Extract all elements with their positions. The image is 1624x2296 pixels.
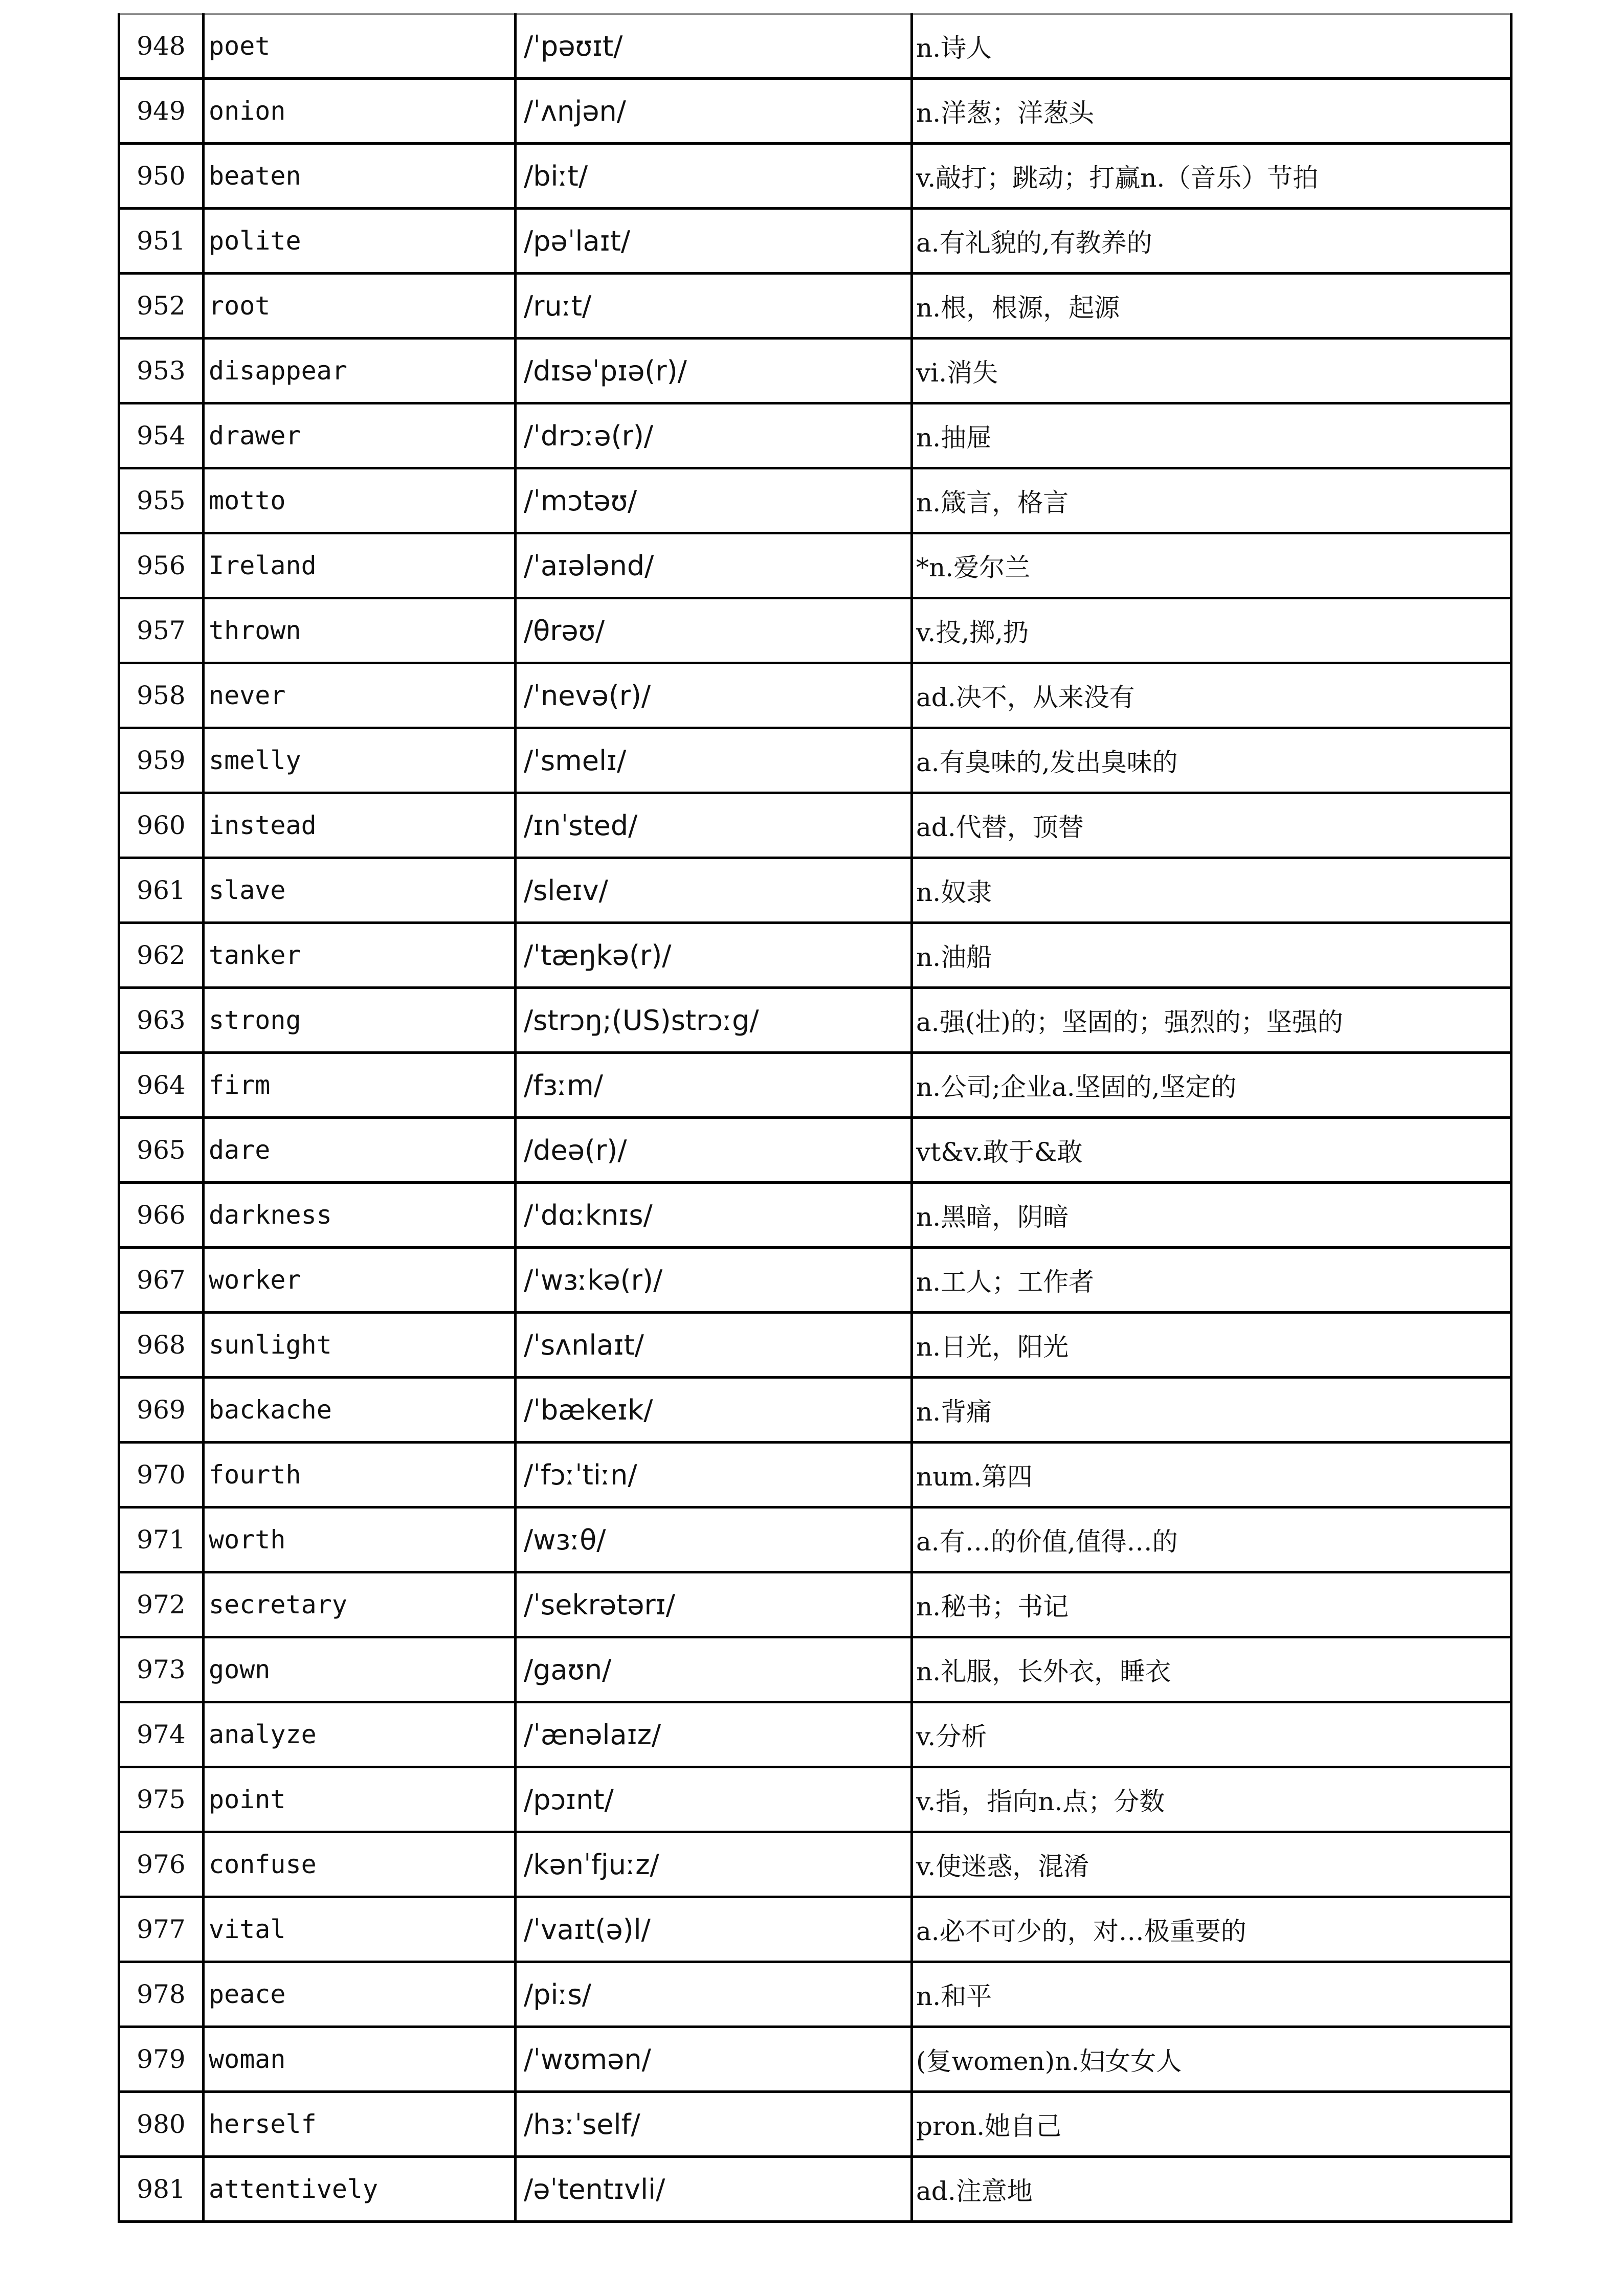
table-row [119,209,1511,274]
entry-number: 975 [119,1767,204,1832]
table-row [119,468,1511,533]
entry-phonetic: /ˈwʊmən/ [516,2027,912,2092]
entry-meaning: n.奴隶 [912,858,1511,923]
entry-phonetic: /biːt/ [516,144,912,209]
entry-phonetic: /ˈbækeɪk/ [516,1378,912,1443]
entry-word: backache [204,1378,516,1443]
entry-number: 951 [119,209,204,274]
entry-number: 954 [119,403,204,468]
vocabulary-table [118,13,1512,2223]
table-row [119,1378,1511,1443]
entry-number: 968 [119,1313,204,1378]
entry-meaning: a.强(壮)的；坚固的；强烈的；坚强的 [912,988,1511,1053]
entry-number: 979 [119,2027,204,2092]
entry-word: darkness [204,1183,516,1248]
table-row [119,1897,1511,1962]
table-row [119,274,1511,339]
entry-number: 952 [119,274,204,339]
entry-word: slave [204,858,516,923]
entry-number: 970 [119,1443,204,1507]
entry-number: 969 [119,1378,204,1443]
entry-meaning: v.指，指向n.点；分数 [912,1767,1511,1832]
entry-word: poet [204,14,516,79]
entry-number: 953 [119,339,204,403]
table-row [119,1637,1511,1702]
entry-word: Ireland [204,533,516,598]
entry-phonetic: /fɜːm/ [516,1053,912,1118]
entry-word: worker [204,1248,516,1313]
entry-meaning: *n.爱尔兰 [912,533,1511,598]
entry-word: onion [204,79,516,144]
table-row [119,728,1511,793]
entry-meaning: n.公司;企业a.坚固的,坚定的 [912,1053,1511,1118]
entry-phonetic: /ruːt/ [516,274,912,339]
entry-meaning: n.油船 [912,923,1511,988]
entry-phonetic: /sleɪv/ [516,858,912,923]
entry-word: smelly [204,728,516,793]
table-row [119,1053,1511,1118]
entry-word: drawer [204,403,516,468]
table-row [119,1572,1511,1637]
entry-number: 966 [119,1183,204,1248]
entry-phonetic: /ˈwɜːkə(r)/ [516,1248,912,1313]
entry-phonetic: /gaʊn/ [516,1637,912,1702]
entry-phonetic: /ˈvaɪt(ə)l/ [516,1897,912,1962]
entry-word: worth [204,1507,516,1572]
table-row [119,923,1511,988]
entry-word: firm [204,1053,516,1118]
entry-word: point [204,1767,516,1832]
entry-phonetic: /ɪnˈsted/ [516,793,912,858]
entry-meaning: a.必不可少的，对…极重要的 [912,1897,1511,1962]
entry-phonetic: /ˈaɪələnd/ [516,533,912,598]
entry-word: woman [204,2027,516,2092]
entry-phonetic: /wɜːθ/ [516,1507,912,1572]
entry-word: gown [204,1637,516,1702]
entry-meaning: a.有礼貌的,有教养的 [912,209,1511,274]
table-row [119,1702,1511,1767]
entry-phonetic: /hɜːˈself/ [516,2092,912,2157]
table-row [119,1767,1511,1832]
entry-word: polite [204,209,516,274]
table-row [119,144,1511,209]
entry-word: fourth [204,1443,516,1507]
entry-phonetic: /θrəʊ/ [516,598,912,663]
entry-number: 978 [119,1962,204,2027]
entry-word: peace [204,1962,516,2027]
table-row [119,1507,1511,1572]
entry-word: never [204,663,516,728]
entry-phonetic: /pɔɪnt/ [516,1767,912,1832]
entry-word: root [204,274,516,339]
entry-number: 976 [119,1832,204,1897]
entry-phonetic: /ˈtæŋkə(r)/ [516,923,912,988]
entry-meaning: a.有…的价值,值得…的 [912,1507,1511,1572]
entry-number: 955 [119,468,204,533]
table-row [119,1313,1511,1378]
entry-word: confuse [204,1832,516,1897]
entry-meaning: a.有臭味的,发出臭味的 [912,728,1511,793]
table-row [119,663,1511,728]
entry-phonetic: /ˈdɑːknɪs/ [516,1183,912,1248]
entry-phonetic: /ˈsʌnlaɪt/ [516,1313,912,1378]
entry-meaning: v.分析 [912,1702,1511,1767]
table-row [119,2092,1511,2157]
table-row [119,403,1511,468]
entry-number: 974 [119,1702,204,1767]
entry-word: secretary [204,1572,516,1637]
entry-number: 957 [119,598,204,663]
entry-meaning: ad.决不，从来没有 [912,663,1511,728]
entry-meaning: n.抽屉 [912,403,1511,468]
table-row [119,858,1511,923]
vocabulary-table-body [119,14,1511,2222]
entry-phonetic: /ˈsekrətərɪ/ [516,1572,912,1637]
entry-number: 949 [119,79,204,144]
entry-number: 977 [119,1897,204,1962]
table-row [119,2027,1511,2092]
entry-word: analyze [204,1702,516,1767]
entry-phonetic: /deə(r)/ [516,1118,912,1183]
table-row [119,1962,1511,2027]
entry-meaning: v.投,掷,扔 [912,598,1511,663]
entry-number: 981 [119,2157,204,2222]
entry-meaning: n.工人；工作者 [912,1248,1511,1313]
entry-word: strong [204,988,516,1053]
table-row [119,14,1511,79]
entry-meaning: v.使迷惑，混淆 [912,1832,1511,1897]
entry-word: instead [204,793,516,858]
entry-word: dare [204,1118,516,1183]
entry-meaning: n.和平 [912,1962,1511,2027]
entry-word: disappear [204,339,516,403]
entry-meaning: n.箴言，格言 [912,468,1511,533]
entry-word: herself [204,2092,516,2157]
entry-meaning: n.礼服，长外衣，睡衣 [912,1637,1511,1702]
entry-meaning: n.洋葱；洋葱头 [912,79,1511,144]
entry-phonetic: /ˈænəlaɪz/ [516,1702,912,1767]
table-row [119,1118,1511,1183]
entry-phonetic: /ˈfɔːˈtiːn/ [516,1443,912,1507]
entry-phonetic: /dɪsəˈpɪə(r)/ [516,339,912,403]
entry-phonetic: /ˈmɔtəʊ/ [516,468,912,533]
entry-meaning: n.诗人 [912,14,1511,79]
entry-number: 958 [119,663,204,728]
table-row [119,79,1511,144]
entry-word: sunlight [204,1313,516,1378]
entry-number: 972 [119,1572,204,1637]
entry-number: 960 [119,793,204,858]
entry-meaning: n.黑暗，阴暗 [912,1183,1511,1248]
entry-phonetic: /əˈtentɪvli/ [516,2157,912,2222]
entry-phonetic: /pəˈlaɪt/ [516,209,912,274]
entry-number: 948 [119,14,204,79]
table-row [119,533,1511,598]
entry-phonetic: /strɔŋ;(US)strɔːg/ [516,988,912,1053]
entry-word: attentively [204,2157,516,2222]
entry-phonetic: /ˈpəʊɪt/ [516,14,912,79]
table-row [119,988,1511,1053]
entry-word: tanker [204,923,516,988]
entry-meaning: ad.注意地 [912,2157,1511,2222]
entry-meaning: vt&v.敢于&敢 [912,1118,1511,1183]
entry-number: 971 [119,1507,204,1572]
entry-meaning: ad.代替，顶替 [912,793,1511,858]
entry-word: motto [204,468,516,533]
entry-meaning: v.敲打；跳动；打赢n.（音乐）节拍 [912,144,1511,209]
entry-number: 973 [119,1637,204,1702]
entry-meaning: n.日光，阳光 [912,1313,1511,1378]
table-row [119,1248,1511,1313]
entry-meaning: n.根，根源，起源 [912,274,1511,339]
entry-meaning: vi.消失 [912,339,1511,403]
entry-phonetic: /ˈʌnjən/ [516,79,912,144]
table-row [119,1183,1511,1248]
entry-number: 963 [119,988,204,1053]
entry-meaning: (复women)n.妇女女人 [912,2027,1511,2092]
entry-phonetic: /ˈnevə(r)/ [516,663,912,728]
entry-number: 950 [119,144,204,209]
entry-number: 956 [119,533,204,598]
entry-meaning: num.第四 [912,1443,1511,1507]
entry-phonetic: /ˈsmelɪ/ [516,728,912,793]
entry-phonetic: /piːs/ [516,1962,912,2027]
entry-meaning: pron.她自己 [912,2092,1511,2157]
entry-number: 959 [119,728,204,793]
table-row [119,2157,1511,2222]
entry-number: 980 [119,2092,204,2157]
table-row [119,1832,1511,1897]
table-row [119,598,1511,663]
table-row [119,339,1511,403]
entry-meaning: n.背痛 [912,1378,1511,1443]
entry-phonetic: /kənˈfjuːz/ [516,1832,912,1897]
entry-number: 961 [119,858,204,923]
entry-word: beaten [204,144,516,209]
table-row [119,793,1511,858]
entry-meaning: n.秘书；书记 [912,1572,1511,1637]
entry-number: 967 [119,1248,204,1313]
table-row [119,1443,1511,1507]
entry-number: 964 [119,1053,204,1118]
entry-number: 962 [119,923,204,988]
entry-phonetic: /ˈdrɔːə(r)/ [516,403,912,468]
entry-word: vital [204,1897,516,1962]
entry-word: thrown [204,598,516,663]
entry-number: 965 [119,1118,204,1183]
